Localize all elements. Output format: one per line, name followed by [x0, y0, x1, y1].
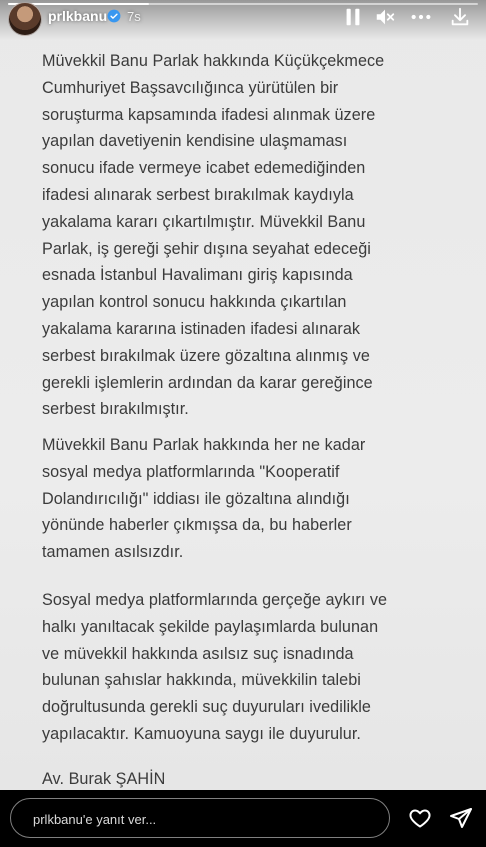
- send-icon[interactable]: [449, 806, 473, 830]
- story-footer: [0, 790, 486, 847]
- signature: Av. Burak ŞAHİN: [42, 770, 166, 788]
- story-paragraph-3: Sosyal medya platformlarında gerçeğe aykırı ve halkı yanıltacak şekilde paylaşımlarda bulunan ve müvekkil hakkında asılsız suç isnadında bulunan şahıslar hakkında, müvekkilin talebi doğrultusunda gerekli suç duyuruları ivedilikle yapılacaktır. Kamuoyuna saygı ile duyurulur.: [42, 591, 388, 743]
- pause-icon[interactable]: [342, 6, 364, 28]
- post-time: 7s: [127, 9, 141, 24]
- story-header: [0, 0, 486, 40]
- more-icon[interactable]: [410, 6, 432, 28]
- mute-icon[interactable]: [374, 6, 396, 28]
- reply-box[interactable]: [10, 798, 390, 838]
- download-icon[interactable]: [449, 6, 471, 28]
- username[interactable]: prlkbanu: [48, 8, 108, 24]
- story-paragraph-1: Müvekkil Banu Parlak hakkında Küçükçekmece Cumhuriyet Başsavcılığınca yürütülen bir soruşturma kapsamında ifadesi alınmak üzere yapılan davetiyenin kendisine ulaşmaması sonucu ifade vermeye icabet edemediğinden ifadesi alınarak serbest bırakılmak kaydıyla yakalama kararı çıkartılmıştır. Müvekkil Banu Parlak, iş gereği şehir dışına seyahat edeceği esnada İstanbul Havalimanı giriş kapısında yapılan kontrol sonucu hakkında çıkartılan yakalama kararına istinaden ifadesi alınarak serbest bırakılmak üzere gözaltına alınmış ve gerekli işlemlerin ardından da karar gereğince serbest bırakılmıştır.: [42, 52, 385, 419]
- heart-icon[interactable]: [408, 806, 432, 830]
- reply-input[interactable]: [31, 799, 375, 839]
- story-progress-bar: [8, 3, 478, 5]
- verified-badge-icon: [107, 9, 121, 23]
- avatar[interactable]: [8, 2, 42, 36]
- story-paragraph-2: Müvekkil Banu Parlak hakkında her ne kadar sosyal medya platformlarında "Kooperatif Dolandırıcılığı" iddiası ile gözaltına alındığı yönünde haberler çıkmışsa da, bu haberler tamamen asılsızdır.: [42, 436, 366, 562]
